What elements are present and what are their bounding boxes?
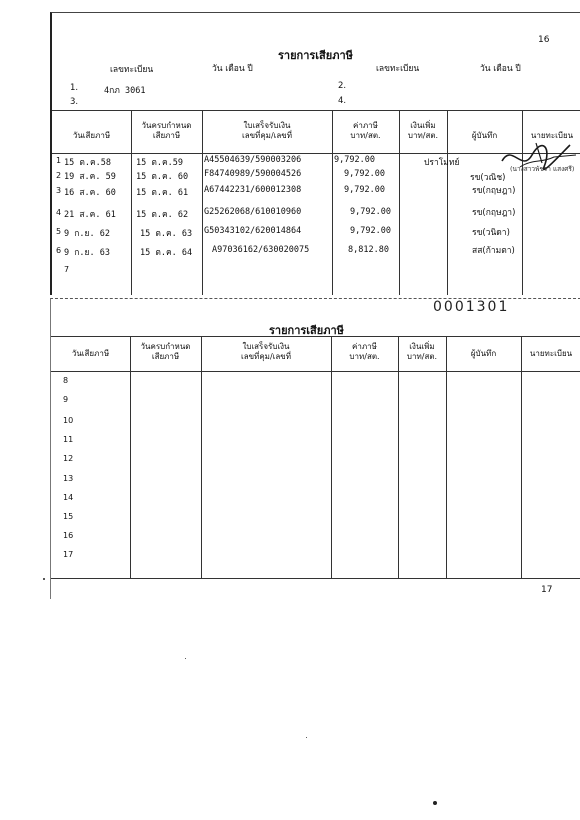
due-date-cell: 15 ต.ค. 64: [140, 248, 193, 258]
tax-cell: 9,792.00: [344, 185, 385, 195]
due-date-cell: 15 ต.ค. 61: [136, 188, 189, 198]
header-due-date: [131, 121, 202, 141]
receipt-cell: A67442231/600012308: [204, 185, 302, 195]
row-number: 16: [63, 531, 74, 540]
due-date-cell: 15 ต.ค.59: [136, 158, 184, 168]
signature-scribble: [492, 133, 580, 183]
receipt-cell: F84740989/590004526: [204, 169, 302, 179]
page-title: รายการเสียภาษี: [278, 49, 353, 62]
header-line: เสียภาษี: [151, 352, 180, 361]
receipt-cell: A97036162/630020075: [212, 245, 310, 255]
header-line: บาท/สต.: [350, 131, 381, 140]
tax-cell: 8,812.80: [348, 245, 389, 255]
column-divider: [130, 336, 131, 578]
tax-record-page-17: [50, 298, 580, 599]
row-number: 13: [63, 474, 74, 483]
row-number: 4: [56, 208, 62, 217]
header-surcharge: [398, 342, 446, 362]
row-number: 8: [63, 376, 69, 385]
row-number: 15: [63, 512, 74, 521]
header-registrar: นายทะเบียน: [529, 349, 573, 358]
tax-date-cell: 16 ส.ค. 60: [64, 188, 116, 198]
receipt-cell: G25262068/610010960: [204, 207, 302, 217]
row-number: 6: [56, 246, 62, 255]
row-number: 2: [56, 171, 62, 180]
header-line: เลขที่คุม/เลขที่: [241, 131, 293, 140]
header-line: ใบเสร็จรับเงิน: [243, 121, 291, 130]
column-divider: [521, 336, 522, 578]
due-date-cell: 15 ต.ค. 60: [136, 172, 189, 182]
header-surcharge: [399, 121, 447, 141]
due-date-cell: 15 ต.ค. 62: [136, 210, 189, 220]
tax-cell: 9,792.00: [344, 169, 385, 179]
signature-stamp-text: (นางสาวพัชรา แสงศรี): [510, 165, 575, 173]
page-number: 17: [541, 585, 553, 595]
header-recorder: ผู้บันทึก: [471, 131, 498, 140]
header-line: ใบเสร็จรับเงิน: [242, 342, 290, 351]
row-number: 9: [63, 395, 69, 404]
header-line: เงินเพิ่ม: [410, 121, 436, 130]
tax-date-cell: 19 ส.ค. 59: [64, 172, 116, 182]
row-number: 3: [56, 186, 62, 195]
column-divider: [201, 336, 202, 578]
table-bottom-border: [51, 578, 580, 579]
header-line: บาท/สต.: [349, 352, 380, 361]
reg-entry-number: 4.: [338, 96, 347, 106]
tax-date-cell: 9 ก.ย. 62: [64, 229, 110, 239]
scan-speck: [43, 578, 45, 580]
reg-entry-value: 4กภ 3061: [104, 86, 146, 96]
header-line: ค่าภาษี: [352, 342, 377, 351]
header-receipt: [202, 121, 332, 141]
header-receipt: [201, 342, 331, 362]
scan-speck: [185, 658, 186, 659]
row-number: 7: [64, 265, 70, 274]
scan-speck: [306, 737, 307, 738]
reg-entry-number: 3.: [70, 97, 79, 107]
page-title: รายการเสียภาษี: [269, 324, 344, 337]
recorder-cell: รข(วณิช): [470, 173, 506, 183]
header-line: เสียภาษี: [152, 131, 181, 140]
recorder-cell: รข(กฤษฎา): [472, 208, 516, 218]
row-number: 10: [63, 416, 74, 425]
header-line: วันครบกำหนด: [141, 121, 192, 130]
header-recorder: ผู้บันทึก: [470, 349, 497, 358]
receipt-cell: G50343102/620014864: [204, 226, 302, 236]
recorder-cell: สส(ก้ามตา): [472, 246, 515, 256]
tax-cell: 9,792.00: [350, 207, 391, 217]
header-line: เงินเพิ่ม: [409, 342, 435, 351]
header-line: บาท/สต.: [407, 131, 439, 140]
recorder-cell: รข(วนิดา): [472, 228, 510, 238]
column-divider: [446, 336, 447, 578]
recorder-cell: รข(กฤษฎา): [472, 186, 516, 196]
header-line: วันครบกำหนด: [140, 342, 191, 351]
row-number: 14: [63, 493, 74, 502]
row-number: 1: [56, 156, 62, 165]
header-tax-date: วันเสียภาษี: [71, 349, 110, 358]
reg-label: เลขทะเบียน: [110, 65, 154, 75]
row-number: 17: [63, 550, 74, 559]
row-number: 11: [63, 435, 74, 444]
date-label: วัน เดือน ปี: [212, 64, 253, 74]
tax-date-cell: 9 ก.ย. 63: [64, 248, 110, 258]
header-line: ค่าภาษี: [353, 121, 378, 130]
tax-date-cell: 15 ต.ค.58: [64, 158, 112, 168]
tax-cell: 9,792.00: [350, 226, 391, 236]
row-number: 5: [56, 227, 62, 236]
header-tax: [332, 121, 399, 141]
tax-date-cell: 21 ส.ค. 61: [64, 210, 116, 220]
header-line: เลขที่คุม/เลขที่: [240, 352, 292, 361]
page-number: 16: [538, 35, 550, 45]
reg-entry-number: 2.: [338, 81, 347, 91]
row-number: 12: [63, 454, 74, 463]
column-divider: [398, 336, 399, 578]
reg-label: เลขทะเบียน: [376, 64, 420, 74]
tax-cell: 9,792.00: [334, 155, 375, 165]
recorder-cell: ปราโมทย์: [424, 158, 460, 168]
header-tax: [331, 342, 398, 362]
stamp-fragment: 0001301: [433, 299, 510, 315]
header-due-date: [130, 342, 201, 362]
scan-speck: [433, 801, 437, 805]
header-tax-date: วันเสียภาษี: [72, 131, 111, 140]
header-line: บาท/สต.: [406, 352, 438, 361]
column-divider: [331, 336, 332, 578]
reg-entry-number: 1.: [70, 83, 79, 93]
date-label: วัน เดือน ปี: [480, 64, 521, 74]
receipt-cell: A45504639/590003206: [204, 155, 302, 165]
due-date-cell: 15 ต.ค. 63: [140, 229, 193, 239]
header-registrar: นายทะเบียน: [530, 131, 574, 140]
tax-record-page-16: [50, 12, 580, 295]
